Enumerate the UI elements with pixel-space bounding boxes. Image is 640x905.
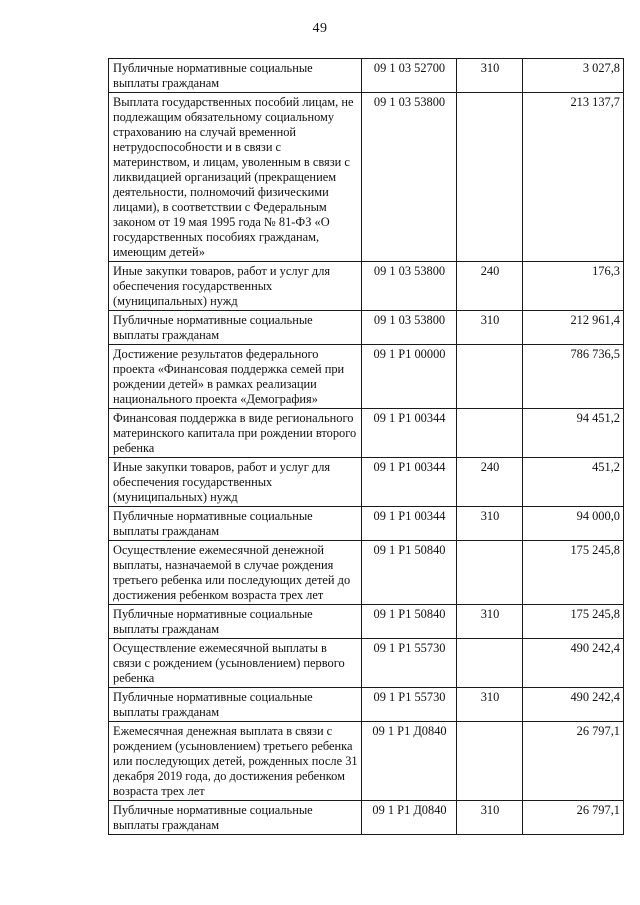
- row-amount-cell: 212 961,4: [523, 311, 624, 345]
- budget-table-body: [109, 59, 624, 835]
- row-expense-type-cell: 310: [457, 507, 523, 541]
- row-expense-type-cell: [457, 541, 523, 605]
- row-description-cell: Иные закупки товаров, работ и услуг для обеспечения государственных (муниципальных) нужд: [109, 458, 362, 507]
- page-number: 49: [312, 21, 328, 36]
- row-amount-cell: 786 736,5: [523, 345, 624, 409]
- row-description-cell: Осуществление ежемесячной выплаты в связи с рождением (усыновлением) первого ребенка: [109, 639, 362, 688]
- row-expense-type-cell: 310: [457, 311, 523, 345]
- table-row: [109, 311, 624, 345]
- table-row: [109, 605, 624, 639]
- table-row: [109, 507, 624, 541]
- row-description-cell: Финансовая поддержка в виде регионального материнского капитала при рождении второго ребенка: [109, 409, 362, 458]
- row-amount-cell: 176,3: [523, 262, 624, 311]
- row-amount-cell: 26 797,1: [523, 801, 624, 835]
- table-row: [109, 801, 624, 835]
- table-row: [109, 262, 624, 311]
- row-amount-cell: 94 451,2: [523, 409, 624, 458]
- row-expense-type-cell: 310: [457, 801, 523, 835]
- row-description-cell: Публичные нормативные социальные выплаты гражданам: [109, 605, 362, 639]
- table-row: [109, 688, 624, 722]
- row-code-cell: 09 1 P1 Д0840: [362, 801, 457, 835]
- row-code-cell: 09 1 P1 00344: [362, 507, 457, 541]
- table-row: [109, 722, 624, 801]
- table-row: [109, 93, 624, 262]
- row-description-cell: Ежемесячная денежная выплата в связи с рождением (усыновлением) третьего ребенка или последующих детей, рожденных после 31 декабря 2019 года, до достижения ребенком возраста трех лет: [109, 722, 362, 801]
- row-amount-cell: 3 027,8: [523, 59, 624, 93]
- row-expense-type-cell: [457, 345, 523, 409]
- row-amount-cell: 175 245,8: [523, 541, 624, 605]
- table-row: [109, 541, 624, 605]
- budget-table: [108, 58, 624, 835]
- row-description-cell: Иные закупки товаров, работ и услуг для обеспечения государственных (муниципальных) нужд: [109, 262, 362, 311]
- row-expense-type-cell: 240: [457, 458, 523, 507]
- row-code-cell: 09 1 P1 Д0840: [362, 722, 457, 801]
- row-description-cell: Осуществление ежемесячной денежной выплаты, назначаемой в случае рождения третьего ребенка или последующих детей до достижения ребенком возраста трех лет: [109, 541, 362, 605]
- row-code-cell: 09 1 03 52700: [362, 59, 457, 93]
- row-description-cell: Достижение результатов федерального проекта «Финансовая поддержка семей при рождении детей» в рамках реализации национального проекта «Демография»: [109, 345, 362, 409]
- row-code-cell: 09 1 03 53800: [362, 311, 457, 345]
- row-amount-cell: 94 000,0: [523, 507, 624, 541]
- row-amount-cell: 26 797,1: [523, 722, 624, 801]
- row-description-cell: Публичные нормативные социальные выплаты гражданам: [109, 59, 362, 93]
- row-expense-type-cell: 240: [457, 262, 523, 311]
- table-row: [109, 639, 624, 688]
- table-row: [109, 458, 624, 507]
- row-expense-type-cell: 310: [457, 59, 523, 93]
- table-row: [109, 59, 624, 93]
- row-code-cell: 09 1 03 53800: [362, 262, 457, 311]
- row-amount-cell: 213 137,7: [523, 93, 624, 262]
- row-code-cell: 09 1 P1 55730: [362, 688, 457, 722]
- row-code-cell: 09 1 03 53800: [362, 93, 457, 262]
- row-description-cell: Публичные нормативные социальные выплаты гражданам: [109, 801, 362, 835]
- row-expense-type-cell: 310: [457, 688, 523, 722]
- row-code-cell: 09 1 P1 55730: [362, 639, 457, 688]
- row-amount-cell: 490 242,4: [523, 688, 624, 722]
- row-code-cell: 09 1 P1 00000: [362, 345, 457, 409]
- row-amount-cell: 175 245,8: [523, 605, 624, 639]
- row-description-cell: Выплата государственных пособий лицам, не подлежащим обязательному социальному страхованию на случай временной нетрудоспособности и в связи с материнством, и лицам, уволенным в связи с ликвидацией организаций (прекращением деятельности, полномочий физическими лицами), в соответствии с Федеральным законом от 19 мая 1995 года № 81-ФЗ «О государственных пособиях гражданам, имеющим детей»: [109, 93, 362, 262]
- row-code-cell: 09 1 P1 50840: [362, 541, 457, 605]
- row-expense-type-cell: [457, 639, 523, 688]
- row-description-cell: Публичные нормативные социальные выплаты гражданам: [109, 688, 362, 722]
- row-code-cell: 09 1 P1 00344: [362, 458, 457, 507]
- row-amount-cell: 490 242,4: [523, 639, 624, 688]
- row-description-cell: Публичные нормативные социальные выплаты гражданам: [109, 311, 362, 345]
- table-row: [109, 345, 624, 409]
- row-code-cell: 09 1 P1 00344: [362, 409, 457, 458]
- table-row: [109, 409, 624, 458]
- row-expense-type-cell: [457, 722, 523, 801]
- row-expense-type-cell: [457, 93, 523, 262]
- row-amount-cell: 451,2: [523, 458, 624, 507]
- row-expense-type-cell: 310: [457, 605, 523, 639]
- row-code-cell: 09 1 P1 50840: [362, 605, 457, 639]
- row-expense-type-cell: [457, 409, 523, 458]
- row-description-cell: Публичные нормативные социальные выплаты гражданам: [109, 507, 362, 541]
